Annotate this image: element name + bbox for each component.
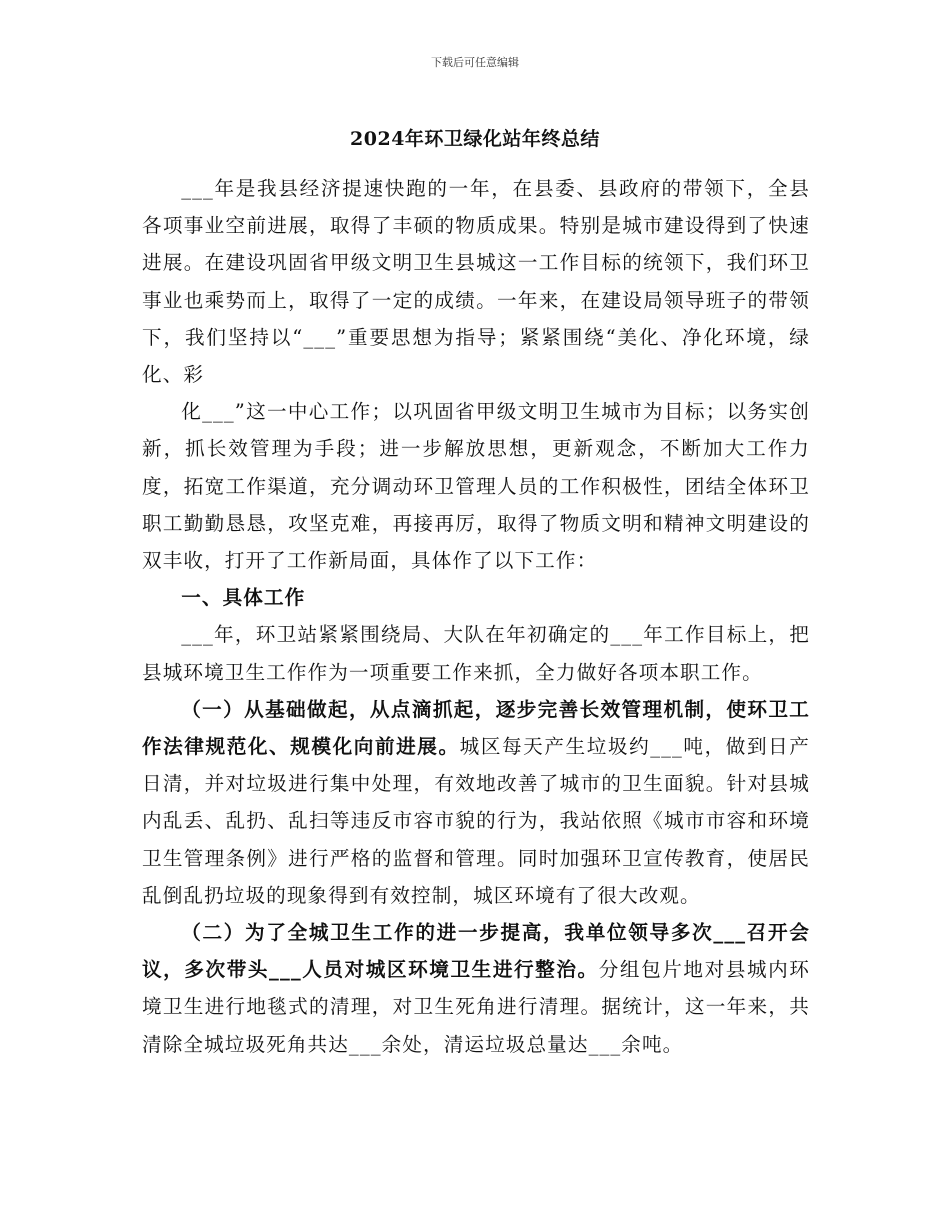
section-2-text: 分组包片地对县城内环境卫生进行地毯式的清理，对卫生死角进行清理。据统计，这一年来，共清除全城垃圾死角共达___余处，清运垃圾总量达___余吨。 bbox=[142, 958, 811, 1056]
section-1-lead: （一）从基础做起，从点滴抓起，逐步完善长效管理机制，使环卫工作法律规范化、规模化向前进展。 bbox=[142, 697, 810, 759]
paragraph-section-intro: ___年，环卫站紧紧围绕局、大队在年初确定的___年工作目标上，把县城环境卫生工作作为一项重要工作来抓，全力做好各项本职工作。 bbox=[142, 623, 810, 684]
section-1-text: 城区每天产生垃圾约___吨，做到日产日清，并对垃圾进行集中处理，有效地改善了城市的卫生面貌。针对县城内乱丢、乱扔、乱扫等违反市容市貌的行为，我站依照《城市市容和环境卫生管理条例》进行严格的监督和管理。同时加强环卫宣传教育，使居民乱倒乱扔垃圾的现象得到有效控制，城区环境有了很大改观。 bbox=[142, 735, 810, 907]
paragraph-intro-continued: 化___”这一中心工作；以巩固省甲级文明卫生城市为目标；以务实创新，抓长效管理为手段；进一步解放思想，更新观念，不断加大工作力度，拓宽工作渠道，充分调动环卫管理人员的工作积极性，团结全体环卫职工勤勤恳恳，攻坚克难，再接再厉，取得了物质文明和精神文明建设的双丰收，打开了工作新局面，具体作了以下工作： bbox=[142, 400, 810, 573]
header-note: 下载后可任意编辑 bbox=[431, 56, 519, 69]
paragraph-section-1 bbox=[142, 691, 810, 914]
section-heading: 一、具体工作 bbox=[181, 586, 306, 610]
paragraph-section-2 bbox=[142, 914, 810, 1063]
document-title: 2024年环卫绿化站年终总结 bbox=[350, 128, 600, 150]
paragraph-intro: ___年是我县经济提速快跑的一年，在县委、县政府的带领下，全县各项事业空前进展，取得了丰硕的物质成果。特别是城市建设得到了快速进展。在建设巩固省甲级文明卫生县城这一工作目标的统领下，我们环卫事业也乘势而上，取得了一定的成绩。一年来，在建设局领导班子的带领下，我们坚持以“___”重要思想为指导；紧紧围绕“美化、净化环境，绿化、彩 bbox=[142, 177, 810, 387]
section-2-lead: （二）为了全城卫生工作的进一步提高，我单位领导多次___召开会议，多次带头___人员对城区环境卫生进行整治。 bbox=[142, 921, 810, 982]
document-body bbox=[142, 170, 810, 1063]
